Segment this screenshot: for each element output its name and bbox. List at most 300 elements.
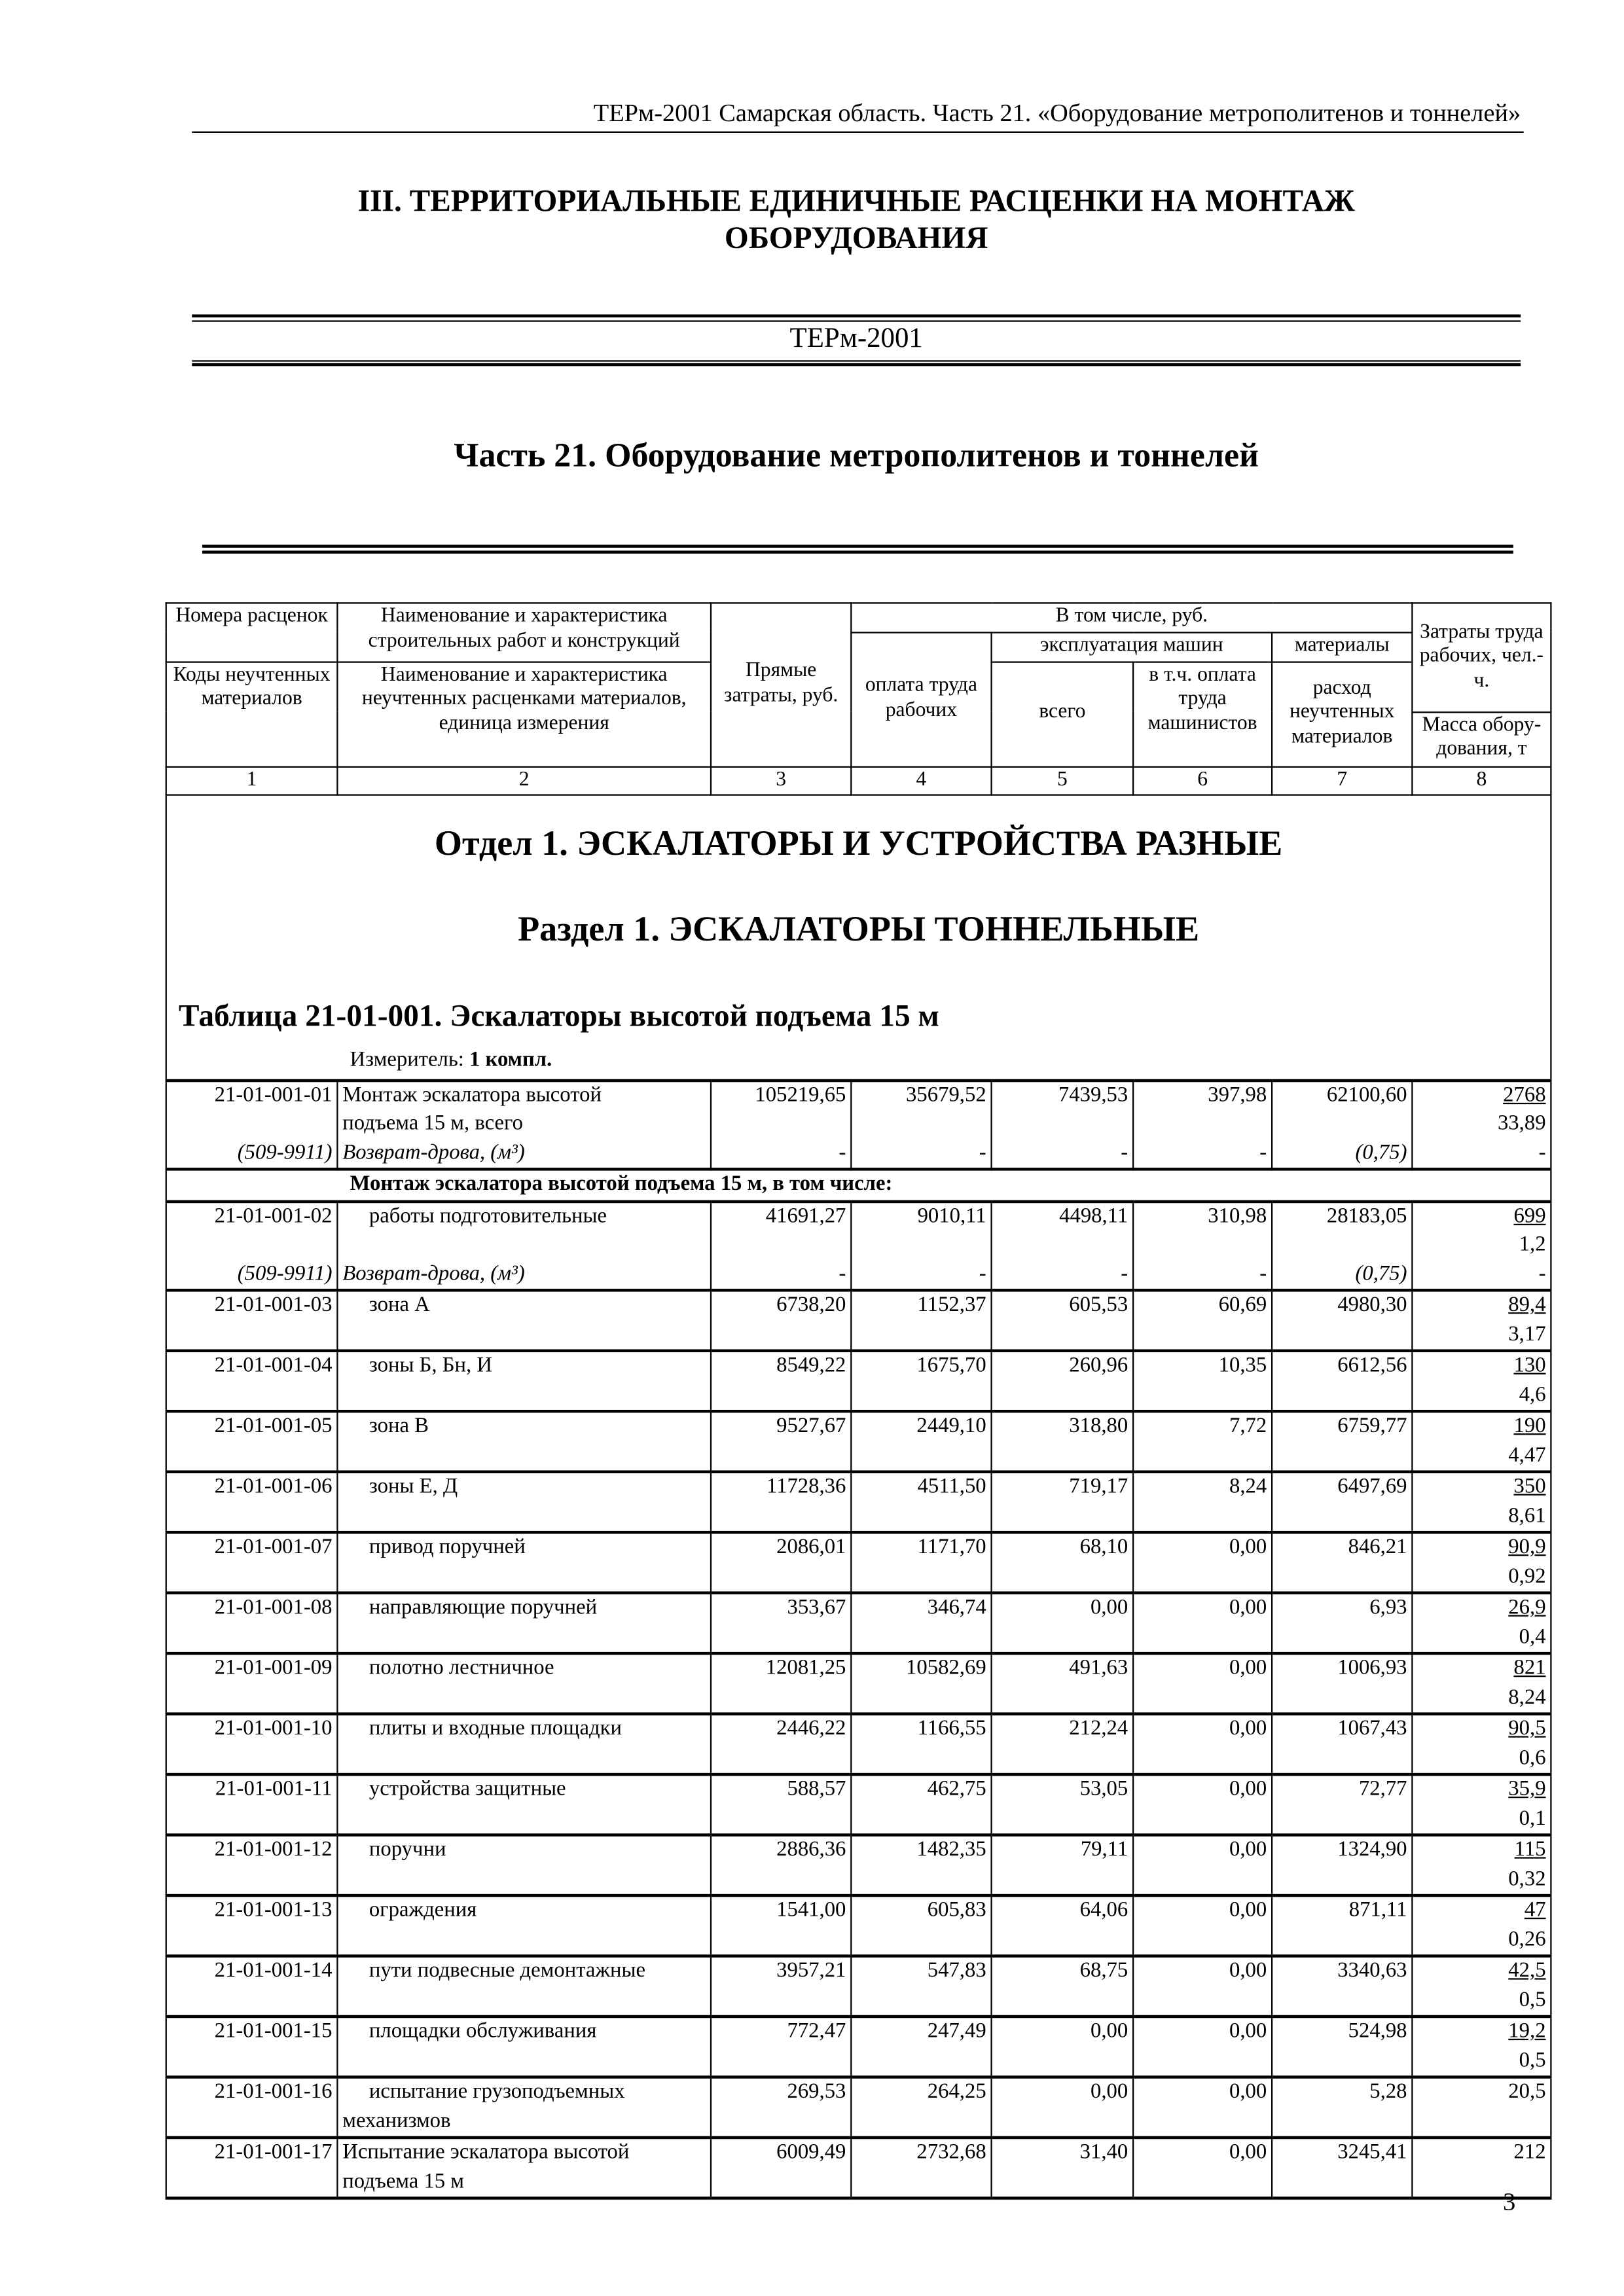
equipment-mass: 4,6 [1519, 1382, 1546, 1407]
machines-total-cell [992, 1653, 1134, 1713]
direct-costs: 105219,65 [755, 1083, 846, 1107]
materials-cost: 5,28 [1369, 2079, 1407, 2104]
direct-costs: 12081,25 [765, 1656, 846, 1680]
materials-cost: 6,93 [1369, 1596, 1407, 1620]
materials-cost: 1324,90 [1337, 1838, 1407, 1862]
equipment-mass: 0,6 [1519, 1746, 1546, 1770]
machinist-pay: 60,69 [1218, 1293, 1267, 1317]
machines-total: 605,53 [1069, 1293, 1128, 1317]
labor-mass-cell [1412, 1593, 1551, 1653]
work-name-cell [337, 1835, 711, 1895]
equipment-mass: 0,26 [1508, 1927, 1546, 1951]
worker-pay: 1675,70 [916, 1354, 986, 1378]
machines-total-cell [992, 1956, 1134, 2017]
rate-code: 21-01-001-06 [214, 1475, 333, 1499]
column-number: 4 [851, 766, 991, 795]
code-banner: ТЕРм-2001 [789, 323, 923, 355]
machinist-pay-cell [1133, 2138, 1272, 2198]
labor-hours: 190 [1513, 1414, 1546, 1438]
work-name-cell [337, 1774, 711, 1835]
rates-table [166, 602, 1552, 2199]
direct-costs: 772,47 [787, 2019, 846, 2043]
rate-code: 21-01-001-02 [214, 1204, 333, 1228]
work-name: пути подвесные демонтажные [369, 1959, 646, 1983]
work-name: ограждения [369, 1898, 477, 1922]
machinist-pay: 310,98 [1208, 1204, 1267, 1228]
work-name-cell [337, 1532, 711, 1592]
labor-mass-cell [1412, 1653, 1551, 1713]
column-number: 3 [711, 766, 851, 795]
cell-line [1138, 1231, 1267, 1260]
machines-total: 31,40 [1079, 2140, 1128, 2164]
labor-hours: 130 [1513, 1354, 1546, 1378]
worker-pay-cell [851, 1351, 991, 1411]
table-row [166, 1472, 1551, 1532]
work-name: площадки обслуживания [369, 2019, 597, 2043]
subsection-title: Раздел 1. ЭСКАЛАТОРЫ ТОННЕЛЬНЫЕ [518, 910, 1200, 950]
column-number: 5 [992, 766, 1134, 795]
rate-code: 21-01-001-01 [214, 1083, 333, 1107]
machinist-pay: 0,00 [1229, 1777, 1267, 1801]
machinist-pay: 397,98 [1208, 1083, 1267, 1107]
machinist-pay: 0,00 [1229, 2079, 1267, 2104]
direct-costs-cell [711, 1653, 851, 1713]
labor-mass-cell [1412, 1472, 1551, 1532]
cell-line [1277, 1231, 1407, 1260]
machines-total-cell [992, 2138, 1134, 2198]
header-equipment-mass: Масса обору-дования, т [1412, 711, 1551, 766]
header-machinist-pay: в т.ч. оплата труда машинистов [1133, 661, 1272, 766]
table-row [166, 1290, 1551, 1350]
labor-hours: 115 [1514, 1838, 1546, 1862]
work-name-cell [337, 1714, 711, 1774]
machinist-pay-cell [1133, 1653, 1272, 1713]
machines-total-cell [992, 1080, 1134, 1169]
direct-costs: 6738,20 [776, 1293, 846, 1317]
direct-costs: 8549,22 [776, 1354, 846, 1378]
work-name: плиты и входные площадки [369, 1717, 623, 1741]
machinist-pay-cell [1133, 2077, 1272, 2137]
unaccounted-worker-pay: - [979, 1140, 986, 1164]
part-title: Часть 21. Оборудование метрополитенов и тоннелей [454, 437, 1259, 475]
unaccounted-machinist-pay: - [1259, 1140, 1267, 1164]
rate-code-cell [166, 1653, 338, 1713]
work-name: поручни [369, 1838, 446, 1862]
direct-costs: 588,57 [787, 1777, 846, 1801]
header-direct-costs: Прямые затраты, руб. [711, 603, 851, 766]
header-material-consumption: расход неучтенных материалов [1272, 661, 1412, 766]
labor-hours: 2768 [1503, 1083, 1546, 1107]
direct-costs-cell [711, 1080, 851, 1169]
worker-pay: 1166,55 [917, 1717, 986, 1741]
machines-total: 7439,53 [1058, 1083, 1128, 1107]
column-number: 6 [1133, 766, 1272, 795]
machinist-pay-cell [1133, 1351, 1272, 1411]
machines-total: 0,00 [1090, 1596, 1128, 1620]
section-title: Отдел 1. ЭСКАЛАТОРЫ И УСТРОЙСТВА РАЗНЫЕ [434, 825, 1283, 864]
table-row [166, 1080, 1551, 1169]
double-rule [192, 360, 1521, 361]
table-title: Таблица 21-01-001. Эскалаторы высотой подъема 15 м [178, 997, 939, 1033]
cell-line [856, 1231, 986, 1260]
machines-total: 79,11 [1080, 1838, 1128, 1862]
header-rate-numbers: Номера расценок [166, 603, 338, 661]
worker-pay: 462,75 [927, 1777, 986, 1801]
labor-mass-cell [1412, 2017, 1551, 2077]
machinist-pay-cell [1133, 1956, 1272, 2017]
machinist-pay-cell [1133, 1201, 1272, 1290]
worker-pay-cell [851, 1774, 991, 1835]
worker-pay-cell [851, 2138, 991, 2198]
materials-cost-cell [1272, 1653, 1412, 1713]
machines-total-cell [992, 1835, 1134, 1895]
machinist-pay-cell [1133, 1472, 1272, 1532]
direct-costs: 2886,36 [776, 1838, 846, 1862]
materials-cost-cell [1272, 1080, 1412, 1169]
table-row [166, 1593, 1551, 1653]
unaccounted-machinist-pay: - [1259, 1261, 1267, 1285]
machinist-pay-cell [1133, 1774, 1272, 1835]
machines-total: 491,63 [1069, 1656, 1128, 1680]
machines-total: 68,75 [1079, 1959, 1128, 1983]
materials-cost: 524,98 [1348, 2019, 1407, 2043]
direct-costs-cell [711, 1714, 851, 1774]
machines-total: 53,05 [1079, 1777, 1128, 1801]
table-row [166, 2017, 1551, 2077]
work-name-cell [337, 1593, 711, 1653]
direct-costs: 353,67 [787, 1596, 846, 1620]
unit-of-measure [350, 1047, 552, 1075]
labor-mass-cell [1412, 2077, 1551, 2137]
worker-pay: 2449,10 [916, 1414, 986, 1438]
labor-mass-cell [1412, 1080, 1551, 1169]
machines-total-cell [992, 1532, 1134, 1592]
rate-code: 21-01-001-14 [214, 1959, 333, 1983]
direct-costs-cell [711, 1411, 851, 1471]
rate-code: 21-01-001-08 [214, 1596, 333, 1620]
rate-code-cell [166, 1290, 338, 1350]
rate-code: 21-01-001-13 [214, 1898, 333, 1922]
equipment-mass: 0,92 [1508, 1564, 1546, 1588]
labor-hours: 212 [1513, 2140, 1546, 2164]
worker-pay: 4511,50 [917, 1475, 986, 1499]
unaccounted-materials-cost: (0,75) [1355, 1261, 1407, 1285]
work-name: полотно лестничное [369, 1656, 554, 1680]
machinist-pay: 7,72 [1229, 1414, 1267, 1438]
rate-code: 21-01-001-03 [214, 1293, 333, 1317]
unaccounted-machines-total: - [1121, 1261, 1128, 1285]
direct-costs-cell [711, 1201, 851, 1290]
header-machines-total: всего [992, 661, 1134, 766]
unit-label: Измеритель: [350, 1048, 470, 1072]
header-machines: эксплуатация машин [992, 632, 1272, 661]
work-name-cell [337, 1956, 711, 2017]
materials-cost-cell [1272, 1593, 1412, 1653]
unaccounted-machines-total: - [1121, 1140, 1128, 1164]
column-number: 7 [1272, 766, 1412, 795]
unaccounted-direct-costs: - [839, 1140, 846, 1164]
double-rule [192, 320, 1521, 321]
worker-pay-cell [851, 1835, 991, 1895]
header-worker-pay: оплата труда рабочих [851, 632, 991, 766]
material-code: (509-9911) [237, 1140, 333, 1164]
work-name: зона В [369, 1414, 429, 1438]
work-name: механизмов [342, 2108, 451, 2133]
materials-cost: 28183,05 [1326, 1204, 1407, 1228]
table-row [166, 1351, 1551, 1411]
equipment-mass: 1,2 [1519, 1232, 1546, 1257]
machinist-pay: 0,00 [1229, 1898, 1267, 1922]
work-name: испытание грузоподъемных [369, 2079, 625, 2104]
equipment-mass: 8,61 [1508, 1503, 1546, 1528]
machines-total-cell [992, 1411, 1134, 1471]
labor-mass-cell [1412, 1351, 1551, 1411]
header-work-name: Наименование и характеристика строительных работ и конструкций [337, 603, 711, 661]
equipment-mass: 0,32 [1508, 1867, 1546, 1891]
double-rule [192, 314, 1521, 317]
direct-costs-cell [711, 1895, 851, 1956]
group-heading-row [166, 1169, 1551, 1200]
direct-costs: 41691,27 [765, 1204, 846, 1228]
equipment-mass: 0,5 [1519, 1988, 1546, 2012]
materials-cost-cell [1272, 2138, 1412, 2198]
machines-total-cell [992, 2017, 1134, 2077]
header-material-codes: Коды неучтенных материалов [166, 661, 338, 766]
machines-total: 212,24 [1069, 1717, 1128, 1741]
work-name-cell [337, 1080, 711, 1169]
equipment-mass: 0,5 [1519, 2048, 1546, 2072]
chapter-title-line1: III. ТЕРРИТОРИАЛЬНЫЕ ЕДИНИЧНЫЕ РАСЦЕНКИ НА МОНТАЖ [357, 183, 1355, 219]
direct-costs: 9527,67 [776, 1414, 846, 1438]
rate-code: 21-01-001-17 [214, 2140, 333, 2164]
rate-code: 21-01-001-12 [214, 1838, 333, 1862]
rate-code-cell [166, 1080, 338, 1169]
cell-line [996, 1231, 1128, 1260]
worker-pay: 1171,70 [917, 1535, 986, 1559]
machinist-pay-cell [1133, 2017, 1272, 2077]
rate-code-cell [166, 1956, 338, 2017]
work-name-cell [337, 1895, 711, 1956]
rate-code-cell [166, 1532, 338, 1592]
machinist-pay: 10,35 [1218, 1354, 1267, 1378]
unaccounted-direct-costs: - [839, 1261, 846, 1285]
work-name-cell [337, 1201, 711, 1290]
machines-total-cell [992, 1895, 1134, 1956]
materials-cost-cell [1272, 1411, 1412, 1471]
direct-costs-cell [711, 1956, 851, 2017]
machines-total: 0,00 [1090, 2019, 1128, 2043]
chapter-title-line2: ОБОРУДОВАНИЯ [724, 220, 988, 256]
labor-mass-cell [1412, 1290, 1551, 1350]
column-number: 2 [337, 766, 711, 795]
materials-cost: 6759,77 [1337, 1414, 1407, 1438]
direct-costs-cell [711, 1774, 851, 1835]
cell-line [1277, 1110, 1407, 1139]
column-number: 8 [1412, 766, 1551, 795]
worker-pay: 1152,37 [917, 1293, 986, 1317]
labor-mass-cell [1412, 1411, 1551, 1471]
direct-costs-cell [711, 2017, 851, 2077]
worker-pay: 9010,11 [917, 1204, 986, 1228]
labor-mass-cell [1412, 1714, 1551, 1774]
direct-costs-cell [711, 2077, 851, 2137]
double-rule [202, 550, 1513, 554]
machines-total: 68,10 [1079, 1535, 1128, 1559]
labor-hours: 26,9 [1508, 1596, 1546, 1620]
header-labor: Затраты труда рабочих, чел.-ч. [1412, 603, 1551, 711]
materials-cost: 72,77 [1358, 1777, 1407, 1801]
cell-line [171, 1231, 333, 1260]
worker-pay-cell [851, 1653, 991, 1713]
table-row [166, 1895, 1551, 1956]
materials-cost-cell [1272, 2017, 1412, 2077]
running-header: ТЕРм-2001 Самарская область. Часть 21. «Оборудование метрополитенов и тоннелей» [593, 99, 1521, 127]
direct-costs-cell [711, 1835, 851, 1895]
materials-cost: 4980,30 [1337, 1293, 1407, 1317]
header-including: В том числе, руб. [851, 603, 1412, 632]
work-name: зоны Е, Д [369, 1475, 458, 1499]
machinist-pay-cell [1133, 1714, 1272, 1774]
materials-cost-cell [1272, 1201, 1412, 1290]
machines-total-cell [992, 1714, 1134, 1774]
materials-cost-cell [1272, 2077, 1412, 2137]
worker-pay-cell [851, 1472, 991, 1532]
rate-code: 21-01-001-15 [214, 2019, 333, 2043]
rate-code-cell [166, 2138, 338, 2198]
materials-cost-cell [1272, 1774, 1412, 1835]
page-number: 3 [1503, 2187, 1516, 2216]
materials-cost: 62100,60 [1326, 1083, 1407, 1107]
table-row [166, 1835, 1551, 1895]
cell-line [996, 1110, 1128, 1139]
materials-cost-cell [1272, 1835, 1412, 1895]
materials-cost-cell [1272, 1290, 1412, 1350]
group-heading: Монтаж эскалатора высотой подъема 15 м, в том числе: [166, 1169, 1551, 1200]
materials-cost-cell [1272, 1472, 1412, 1532]
section-heading-block [166, 795, 1551, 1080]
unaccounted-worker-pay: - [979, 1261, 986, 1285]
rate-code-cell [166, 1835, 338, 1895]
machines-total-cell [992, 1472, 1134, 1532]
materials-cost: 1067,43 [1337, 1717, 1407, 1741]
cell-line [1138, 1110, 1267, 1139]
machinist-pay-cell [1133, 1080, 1272, 1169]
work-name: Монтаж эскалатора высотой [342, 1083, 602, 1107]
labor-hours: 35,9 [1508, 1777, 1546, 1801]
table-row [166, 1411, 1551, 1471]
direct-costs: 269,53 [787, 2079, 846, 2104]
work-name: подъема 15 м [342, 2169, 465, 2193]
machinist-pay: 0,00 [1229, 2019, 1267, 2043]
materials-cost: 871,11 [1348, 1898, 1407, 1922]
rate-code-cell [166, 2017, 338, 2077]
work-name-cell [337, 1290, 711, 1350]
worker-pay-cell [851, 1080, 991, 1169]
work-name-cell [337, 1351, 711, 1411]
table-row [166, 2077, 1551, 2137]
direct-costs-cell [711, 2138, 851, 2198]
work-name: устройства защитные [369, 1777, 566, 1801]
equipment-mass: 8,24 [1508, 1685, 1546, 1709]
direct-costs-cell [711, 1472, 851, 1532]
cell-line [171, 1110, 333, 1139]
worker-pay-cell [851, 1714, 991, 1774]
header-rule [192, 132, 1523, 133]
machines-total-cell [992, 1201, 1134, 1290]
table-row [166, 1956, 1551, 2017]
labor-hours: 821 [1513, 1656, 1546, 1680]
labor-mass-cell [1412, 1201, 1551, 1290]
machines-total-cell [992, 1774, 1134, 1835]
work-name-cell [337, 2138, 711, 2198]
machinist-pay-cell [1133, 1835, 1272, 1895]
machines-total-cell [992, 1290, 1134, 1350]
machines-total: 318,80 [1069, 1414, 1128, 1438]
materials-cost: 6612,56 [1337, 1354, 1407, 1378]
material-name: Возврат-дрова, (м³) [342, 1140, 525, 1164]
table-row [166, 1714, 1551, 1774]
machinist-pay-cell [1133, 1593, 1272, 1653]
machines-total: 260,96 [1069, 1354, 1128, 1378]
machines-total: 0,00 [1090, 2079, 1128, 2104]
work-name: направляющие поручней [369, 1596, 598, 1620]
header-material-names: Наименование и характеристика неучтенных расценками материалов, единица измерения [337, 661, 711, 766]
machinist-pay: 0,00 [1229, 1656, 1267, 1680]
machines-total-cell [992, 1593, 1134, 1653]
cell-line [716, 1231, 846, 1260]
direct-costs-cell [711, 1351, 851, 1411]
worker-pay: 605,83 [927, 1898, 986, 1922]
machines-total: 64,06 [1079, 1898, 1128, 1922]
cell-line [716, 1110, 846, 1139]
unit-value: 1 компл. [469, 1048, 552, 1072]
rate-code-cell [166, 1351, 338, 1411]
machines-total: 4498,11 [1059, 1204, 1128, 1228]
worker-pay-cell [851, 1593, 991, 1653]
direct-costs: 2446,22 [776, 1717, 846, 1741]
worker-pay-cell [851, 1532, 991, 1592]
direct-costs: 11728,36 [766, 1475, 846, 1499]
unaccounted-labor: - [1538, 1140, 1546, 1164]
direct-costs-cell [711, 1532, 851, 1592]
worker-pay: 2732,68 [916, 2140, 986, 2164]
rate-code: 21-01-001-07 [214, 1535, 333, 1559]
machinist-pay-cell [1133, 1411, 1272, 1471]
machinist-pay: 0,00 [1229, 1717, 1267, 1741]
equipment-mass: 4,47 [1508, 1443, 1546, 1467]
table-row [166, 1201, 1551, 1290]
materials-cost: 1006,93 [1337, 1656, 1407, 1680]
equipment-mass: 0,4 [1519, 1624, 1546, 1649]
machines-total: 719,17 [1069, 1475, 1128, 1499]
worker-pay-cell [851, 1956, 991, 2017]
material-name: Возврат-дрова, (м³) [342, 1261, 525, 1285]
equipment-mass: 0,1 [1519, 1806, 1546, 1830]
double-rule [202, 545, 1513, 548]
worker-pay-cell [851, 1201, 991, 1290]
table-row [166, 1774, 1551, 1835]
machinist-pay-cell [1133, 1290, 1272, 1350]
labor-hours: 47 [1524, 1898, 1546, 1922]
work-name: зона А [369, 1293, 430, 1317]
rate-code: 21-01-001-04 [214, 1354, 333, 1378]
direct-costs-cell [711, 1593, 851, 1653]
equipment-mass: 3,17 [1508, 1321, 1546, 1346]
rate-code-cell [166, 2077, 338, 2137]
work-name-cell [337, 2017, 711, 2077]
work-name: зоны Б, Бн, И [369, 1354, 492, 1378]
worker-pay: 35679,52 [906, 1083, 986, 1107]
